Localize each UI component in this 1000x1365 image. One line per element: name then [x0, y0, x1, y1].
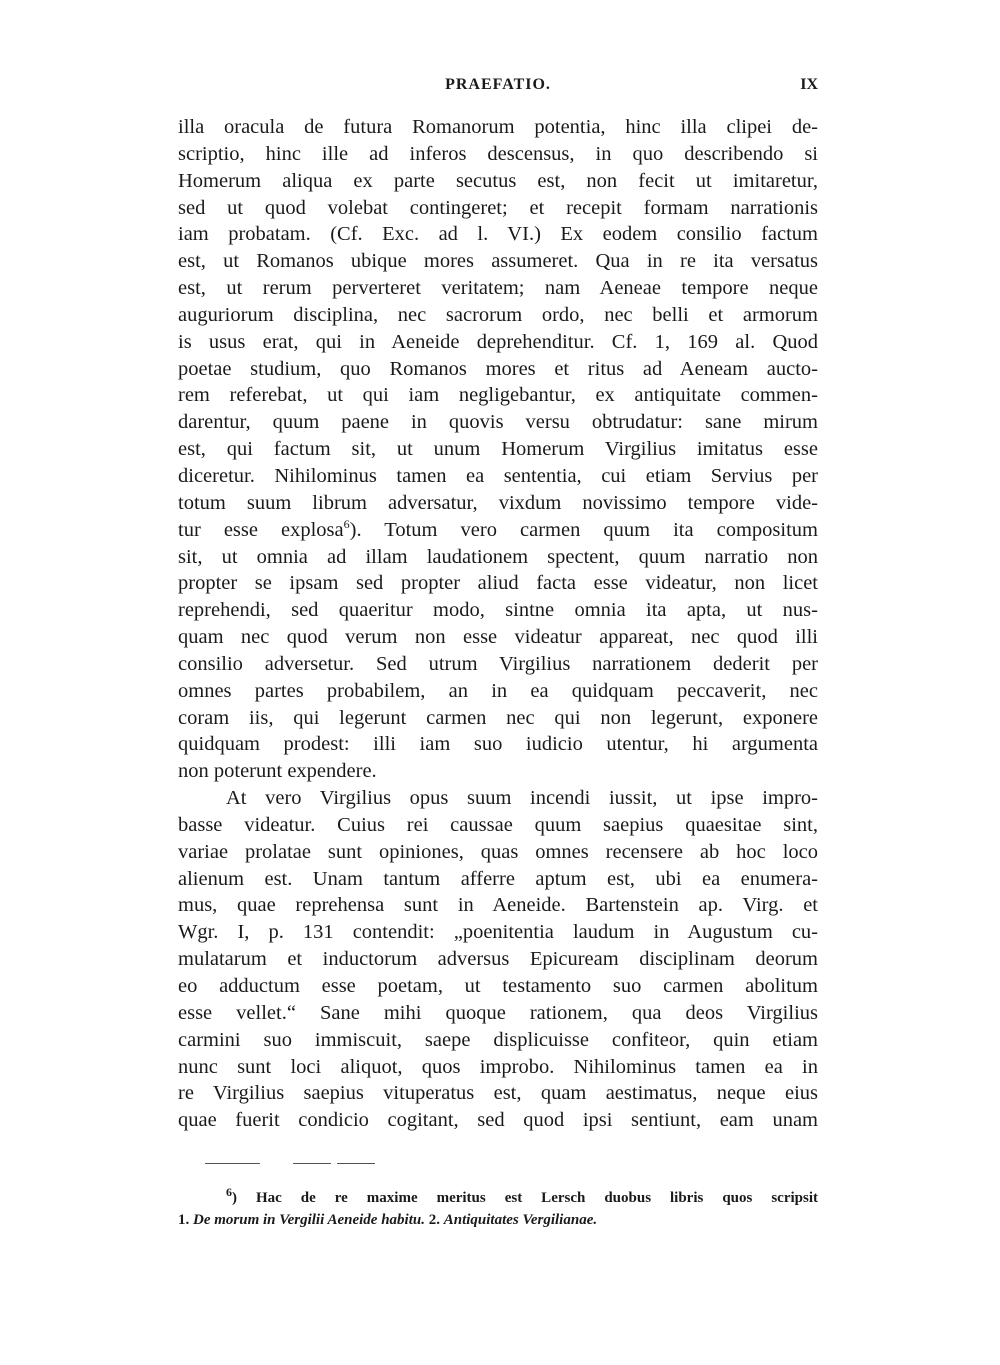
- page-number: IX: [800, 76, 818, 93]
- text-line: sit, ut omnia ad illam laudationem spectent, quum narratio non: [178, 545, 818, 568]
- text-line: re Virgilius saepius vituperatus est, quam aestimatus, neque eius: [178, 1082, 818, 1105]
- book-title: Antiquitates Vergilianae.: [443, 1212, 598, 1228]
- text-line: sed ut quod volebat contingeret; et recepit formam narrationis: [178, 196, 818, 219]
- text-line: esse vellet.“ Sane mihi quoque rationem, qua deos Virgilius: [178, 1001, 818, 1024]
- text-line: carmini suo immiscuit, saepe displicuisse confiteor, quin etiam: [178, 1028, 818, 1051]
- text-line: eo adductum esse poetam, ut testamento suo carmen abolitum: [178, 975, 818, 997]
- text-fragment: ). Totum vero carmen quum ita compositum: [349, 518, 818, 541]
- footnote-text: 1.: [178, 1212, 193, 1228]
- text-line: rem referebat, ut qui iam negligebantur, ex antiquitate commen-: [178, 384, 818, 407]
- text-line: diceretur. Nihilominus tamen ea sententia, cui etiam Servius per: [178, 464, 818, 487]
- book-title: De morum in Vergilii Aeneide habitu.: [193, 1212, 425, 1228]
- footnote-marker: 6: [226, 1185, 232, 1199]
- text-line: quae fuerit condicio cogitant, sed quod ipsi sentiunt, eam unam: [178, 1109, 818, 1132]
- text-line: auguriorum disciplina, nec sacrorum ordo, nec belli et armorum: [178, 303, 818, 326]
- text-line: is usus erat, qui in Aeneide deprehenditur. Cf. 1, 169 al. Quod: [178, 330, 818, 353]
- text-line: poetae studium, quo Romanos mores et ritus ad Aeneam aucto-: [178, 357, 818, 380]
- body-text: [178, 114, 818, 1134]
- text-line: mulatarum et inductorum adversus Epicuream disciplinam deorum: [178, 948, 818, 971]
- separator-segment: [293, 1163, 331, 1164]
- text-line: alienum est. Unam tantum afferre aptum est, ubi ea enumera-: [178, 867, 818, 890]
- text-line: totum suum librum adversatur, vixdum novissimo tempore vide-: [178, 491, 818, 514]
- text-fragment: tur esse explosa: [178, 518, 344, 541]
- footnotes: [178, 1187, 818, 1231]
- running-title: PRAEFATIO.: [445, 76, 551, 93]
- text-line: non poterunt expendere.: [178, 760, 377, 783]
- footnote-text: ) Hac de re maxime meritus est Lersch duobus libris quos scripsit: [232, 1190, 818, 1206]
- text-line: Homerum aliqua ex parte secutus est, non fecit ut imitaretur,: [178, 169, 818, 192]
- text-line: At vero Virgilius opus suum incendi iussit, ut ipse impro-: [226, 787, 818, 810]
- text-line: Wgr. I, p. 131 contendit: „poenitentia laudum in Augustum cu-: [178, 921, 818, 944]
- text-line: darentur, quum paene in quovis versu obtrudatur: sane mirum: [178, 411, 818, 434]
- footnote-line: [178, 1187, 818, 1209]
- text-line: quam nec quod verum non esse videatur appareat, nec quod illi: [178, 626, 818, 649]
- text-line: nunc sunt loci aliquot, quos improbo. Nihilominus tamen ea in: [178, 1055, 818, 1078]
- text-line: variae prolatae sunt opiniones, quas omnes recensere ab hoc loco: [178, 840, 818, 863]
- text-line: omnes partes probabilem, an in ea quidquam peccaverit, nec: [178, 679, 818, 702]
- text-line: est, ut rerum perverteret veritatem; nam Aeneae tempore neque: [178, 277, 818, 300]
- text-line: propter se ipsam sed propter aliud facta esse videatur, non licet: [178, 572, 818, 595]
- footnote-reference[interactable]: 6: [343, 516, 350, 531]
- footnote-line: [178, 1209, 818, 1231]
- footnote-separator: [205, 1163, 375, 1165]
- page-header: [178, 76, 818, 100]
- text-line: reprehendi, sed quaeritur modo, sintne omnia ita apta, ut nus-: [178, 599, 818, 622]
- separator-segment: [205, 1163, 260, 1164]
- text-line-with-footnote-ref: [178, 517, 818, 544]
- separator-segment: [337, 1163, 375, 1164]
- footnote-text: 2.: [424, 1212, 444, 1228]
- text-line: mus, quae reprehensa sunt in Aeneide. Bartenstein ap. Virg. et: [178, 894, 818, 917]
- text-line: iam probatam. (Cf. Exc. ad l. VI.) Ex eodem consilio factum: [178, 223, 818, 246]
- text-line: coram iis, qui legerunt carmen nec qui non legerunt, exponere: [178, 706, 818, 729]
- text-line: consilio adversetur. Sed utrum Virgilius narrationem dederit per: [178, 652, 818, 675]
- text-line: scriptio, hinc ille ad inferos descensus, in quo describendo si: [178, 142, 818, 165]
- text-line: est, qui factum sit, ut unum Homerum Virgilius imitatus esse: [178, 438, 818, 461]
- text-line: illa oracula de futura Romanorum potentia, hinc illa clipei de-: [178, 116, 818, 138]
- text-line: est, ut Romanos ubique mores assumeret. Qua in re ita versatus: [178, 250, 818, 273]
- text-line: basse videatur. Cuius rei caussae quum saepius quaesitae sint,: [178, 813, 818, 836]
- text-line: quidquam prodest: illi iam suo iudicio utentur, hi argumenta: [178, 733, 818, 756]
